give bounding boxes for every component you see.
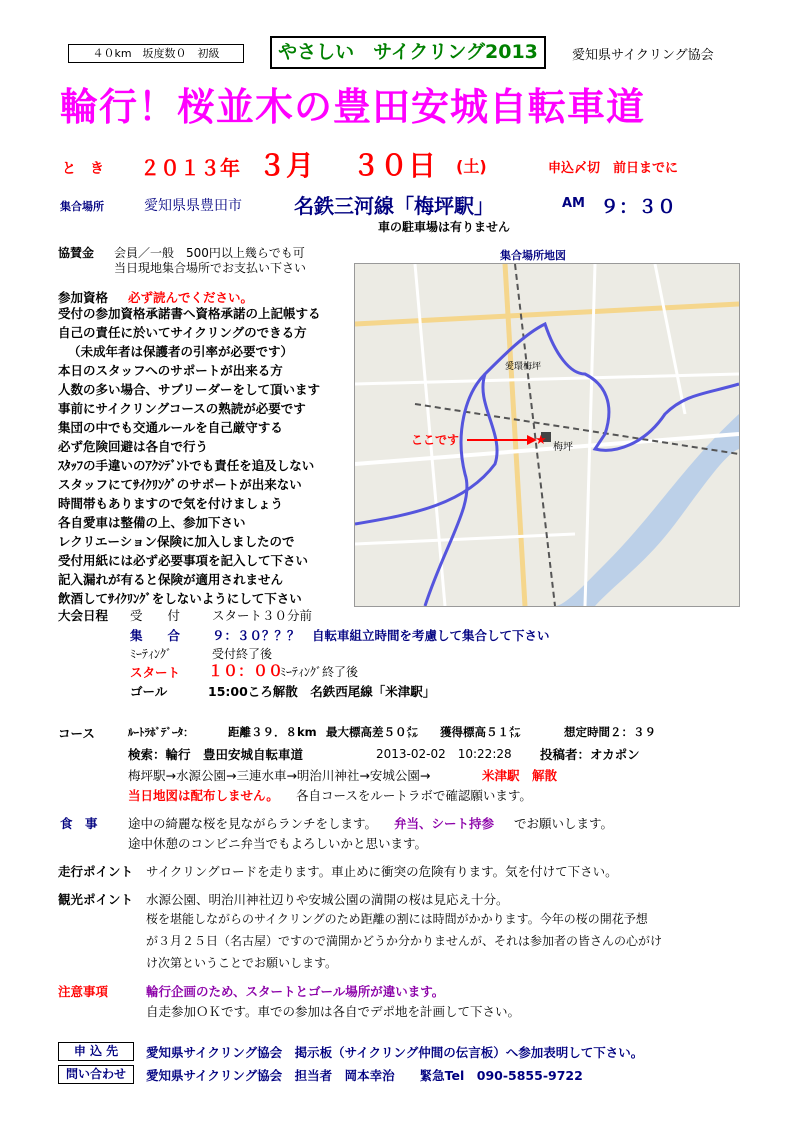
meeting-value-schedule: 受付終了後 xyxy=(212,647,273,661)
sightseeing-label: 観光ポイント xyxy=(58,892,134,907)
start-after: ﾐｰﾃｨﾝｸﾞ終了後 xyxy=(280,665,359,679)
sightseeing-line1: 水源公園、明治川神社辺りや安城公園の満開の桜は見応え十分。 xyxy=(146,892,509,907)
sightseeing-line3: が３月２５日（名古屋）ですので満開かどうか分かりませんが、それは参加者の皆さんの心がけ xyxy=(146,934,663,948)
reception-label: 受 付 xyxy=(130,608,181,623)
course-poster: 投稿者：オカポン xyxy=(540,747,640,762)
qualification-item: 飲酒してｻｲｸﾘﾝｸﾞをしないようにして下さい xyxy=(58,591,302,606)
course-search: 検索：輪行 豊田安城自転車道 xyxy=(128,747,304,762)
qualification-item: 各自愛車は整備の上、参加下さい xyxy=(58,515,246,530)
date-label: と き xyxy=(62,161,104,177)
food-line2: 途中休憩のコンビニ弁当でもよろしいかと思います。 xyxy=(128,836,428,851)
contact-label: 問い合わせ xyxy=(58,1065,134,1084)
qualification-item: 必ず危険回避は各自で行う xyxy=(58,439,209,454)
meeting-label: 集合場所 xyxy=(60,200,104,213)
qualification-item: 人数の多い場合、サブリーダーをして頂います xyxy=(58,382,321,397)
assembly-value: ９：３０？？？ 自転車組立時間を考慮して集合して下さい xyxy=(212,628,550,643)
reception-value: スタート３０分前 xyxy=(212,608,313,623)
sightseeing-line4: け次第ということでお願いします。 xyxy=(146,956,338,970)
course-total-elev: 獲得標高５１㍍ xyxy=(440,725,521,739)
notes-line1: 輪行企画のため、スタートとゴール場所が違います。 xyxy=(146,984,445,999)
food-line1-b: 弁当、シート持参 xyxy=(394,816,495,831)
svg-text:愛環梅坪: 愛環梅坪 xyxy=(505,362,542,372)
parking-note: 車の駐車場は有りません xyxy=(378,220,511,234)
qualification-item: 事前にサイクリングコースの熟読が必要です xyxy=(58,401,306,416)
date-year: ２０１３年 xyxy=(140,156,240,180)
course-label: コース xyxy=(58,726,95,741)
main-title: 輪行！桜並木の豊田安城自転車道 xyxy=(60,85,646,129)
meeting-time-prefix: AM xyxy=(562,196,585,211)
qualification-item: ｽﾀｯﾌの手違いのｱｸｼﾃﾞﾝﾄでも責任を追及しない xyxy=(58,458,315,473)
notes-label: 注意事項 xyxy=(58,984,109,999)
schedule-label: 大会日程 xyxy=(58,608,109,623)
course-level-tag: ４０km 坂度数０ 初級 xyxy=(68,44,244,63)
meeting-time: ９：３０ xyxy=(600,196,677,218)
goal-value: 15:00ころ解散 名鉄西尾線「米津駅」 xyxy=(208,684,436,699)
fee-line1: 会員／一般 500円以上幾らでも可 xyxy=(114,246,305,260)
qualification-item: 本日のスタッフへのサポートが出来る方 xyxy=(58,363,283,378)
meeting-map xyxy=(354,263,740,607)
meeting-label-schedule: ﾐｰﾃｨﾝｸﾞ xyxy=(130,647,173,661)
routelab-label: ﾙｰﾄﾗﾎﾞﾃﾞｰﾀ： xyxy=(128,726,194,739)
svg-text:★: ★ xyxy=(535,433,547,448)
fee-label: 協賛金 xyxy=(58,246,95,260)
course-est-time: 想定時間２：３９ xyxy=(564,725,656,739)
date-month: ３月 xyxy=(258,149,315,182)
goal-label: ゴール xyxy=(130,684,168,699)
svg-text:梅坪: 梅坪 xyxy=(553,442,573,453)
qualification-item: 受付の参加資格承諾書へ資格承諾の上記帳する xyxy=(58,306,321,321)
qualification-item: 時間帯もありますので気を付けましょう xyxy=(58,496,284,511)
map-graphic xyxy=(355,264,739,606)
assembly-label: 集 合 xyxy=(130,628,181,643)
food-label: 食 事 xyxy=(60,816,98,831)
food-line1-c: でお願いします。 xyxy=(514,816,614,831)
organizer: 愛知県サイクリング協会 xyxy=(572,48,714,63)
no-map-notice: 当日地図は配布しません。 xyxy=(128,788,279,803)
course-route-end: 米津駅 解散 xyxy=(482,768,558,783)
qualification-item: レクリエーション保険に加入しましたので xyxy=(58,534,295,549)
start-time: １０：００ xyxy=(208,662,284,680)
apply-text: 愛知県サイクリング協会 掲示板（サイクリング仲間の伝言板）へ参加表明して下さい。 xyxy=(146,1045,644,1060)
qualification-label: 参加資格 xyxy=(58,290,109,305)
qualification-item: 記入漏れが有ると保険が適用されません xyxy=(58,572,284,587)
must-read: 必ず読んでください。 xyxy=(128,290,254,305)
points-label: 走行ポイント xyxy=(58,864,134,879)
course-route: 梅坪駅→水源公園→三連水車→明治川神社→安城公園→ xyxy=(128,768,431,783)
points-text: サイクリングロードを走ります。車止めに衝突の危険有ります。気を付けて下さい。 xyxy=(146,864,618,879)
qualification-item: 集団の中でも交通ルールを自己厳守する xyxy=(58,420,283,435)
food-line1-a: 途中の綺麗な桜を見ながらランチをします。 xyxy=(128,816,378,831)
qualification-item: 受付用紙には必ず必要事項を記入して下さい xyxy=(58,553,309,568)
fee-line2: 当日現地集合場所でお支払い下さい xyxy=(114,261,307,275)
map-title: 集合場所地図 xyxy=(500,249,566,262)
qualification-item: スタッフにてｻｲｸﾘﾝｸﾞのサポートが出来ない xyxy=(58,477,302,492)
meeting-station: 名鉄三河線「梅坪駅」 xyxy=(294,194,494,218)
contact-text: 愛知県サイクリング協会 担当者 岡本幸治 緊急Tel 090-5855-9722 xyxy=(146,1068,583,1083)
course-timestamp: 2013-02-02 10:22:28 xyxy=(376,747,512,761)
date-weekday: (土) xyxy=(456,157,487,176)
start-label: スタート xyxy=(130,665,181,680)
qualification-list xyxy=(58,304,354,608)
svg-text:ここです: ここです xyxy=(411,433,460,447)
apply-label: 申 込 先 xyxy=(58,1042,134,1061)
course-distance: 距離３９．８km xyxy=(228,725,317,739)
sightseeing-line2: 桜を堪能しながらのサイクリングのため距離の割には時間がかかります。今年の桜の開花予想 xyxy=(146,912,648,926)
qualification-item: 自己の責任に於いてサイクリングのできる方 xyxy=(58,325,307,340)
meeting-city: 愛知県県豊田市 xyxy=(144,198,242,214)
notes-line2: 自走参加ＯＫです。車での参加は各自でデポ地を計画して下さい。 xyxy=(146,1004,521,1019)
course-max-elev: 最大標高差５０㍍ xyxy=(326,725,418,739)
deadline: 申込〆切 前日までに xyxy=(548,161,679,176)
series-title: やさしい サイクリング2013 xyxy=(270,36,546,69)
no-map-tail: 各自コースをルートラボで確認願います。 xyxy=(296,788,532,803)
date-day: ３０日 xyxy=(352,149,437,182)
qualification-item: （未成年者は保護者の引率が必要です） xyxy=(68,344,294,359)
